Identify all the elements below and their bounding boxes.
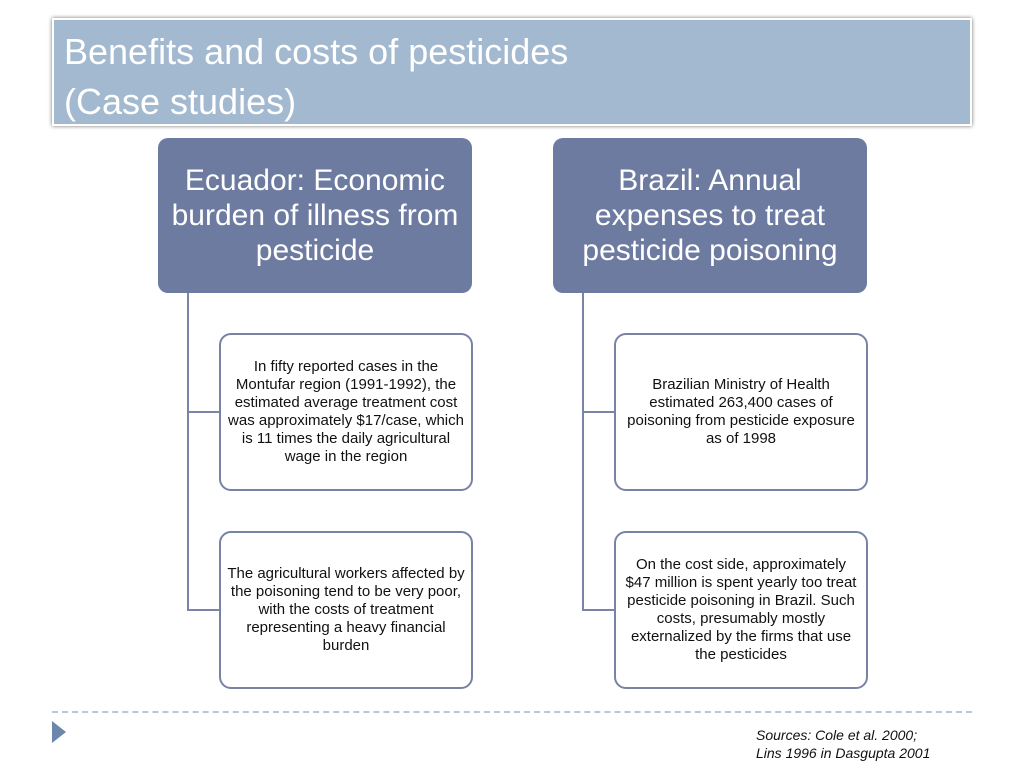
connector-trunk-ecuador [187,293,189,611]
slide-title-bar [52,18,972,126]
sources-line-1: Sources: Cole et al. 2000; [756,727,918,743]
ecuador-header-text: Ecuador: Economic burden of illness from pesticide [171,164,459,267]
brazil-poisoning-cases-text: Brazilian Ministry of Health estimated 263,400 cases of poisoning from pesticide exposure as of 1998 [627,376,855,447]
brazil-annual-cost-text: On the cost side, approximately $47 million is spent yearly too treat pesticide poisoning in Brazil. Such costs, presumably mostly externalized by the firms that use the pesticides [625,556,857,663]
brazil-header-text: Brazil: Annual expenses to treat pesticide poisoning [582,164,838,267]
connector-trunk-brazil [582,293,584,611]
footer-divider [52,711,972,713]
ecuador-treatment-cost-box [219,333,473,491]
ecuador-header-box [158,138,472,293]
connector-branch-brazil-2 [582,609,615,611]
ecuador-financial-burden-text: The agricultural workers affected by the poisoning tend to be very poor, with the costs of treatment representing a heavy financial burden [227,565,465,654]
connector-branch-ecuador-1 [187,411,220,413]
connector-branch-ecuador-2 [187,609,220,611]
ecuador-financial-burden-box [219,531,473,689]
ecuador-treatment-cost-text: In fifty reported cases in the Montufar region (1991-1992), the estimated average treatment cost was approximately $17/case, which is 11 times the daily agricultural wage in the region [228,358,464,465]
sources-line-2: Lins 1996 in Dasgupta 2001 [756,745,931,761]
brazil-poisoning-cases-box [614,333,868,491]
slide-title: Benefits and costs of pesticides [64,31,569,72]
triangle-bullet-icon [52,721,66,743]
connector-branch-brazil-1 [582,411,615,413]
brazil-annual-cost-box [614,531,868,689]
brazil-header-box [553,138,867,293]
slide-subtitle: (Case studies) [64,81,297,122]
sources-citation [756,726,1016,762]
